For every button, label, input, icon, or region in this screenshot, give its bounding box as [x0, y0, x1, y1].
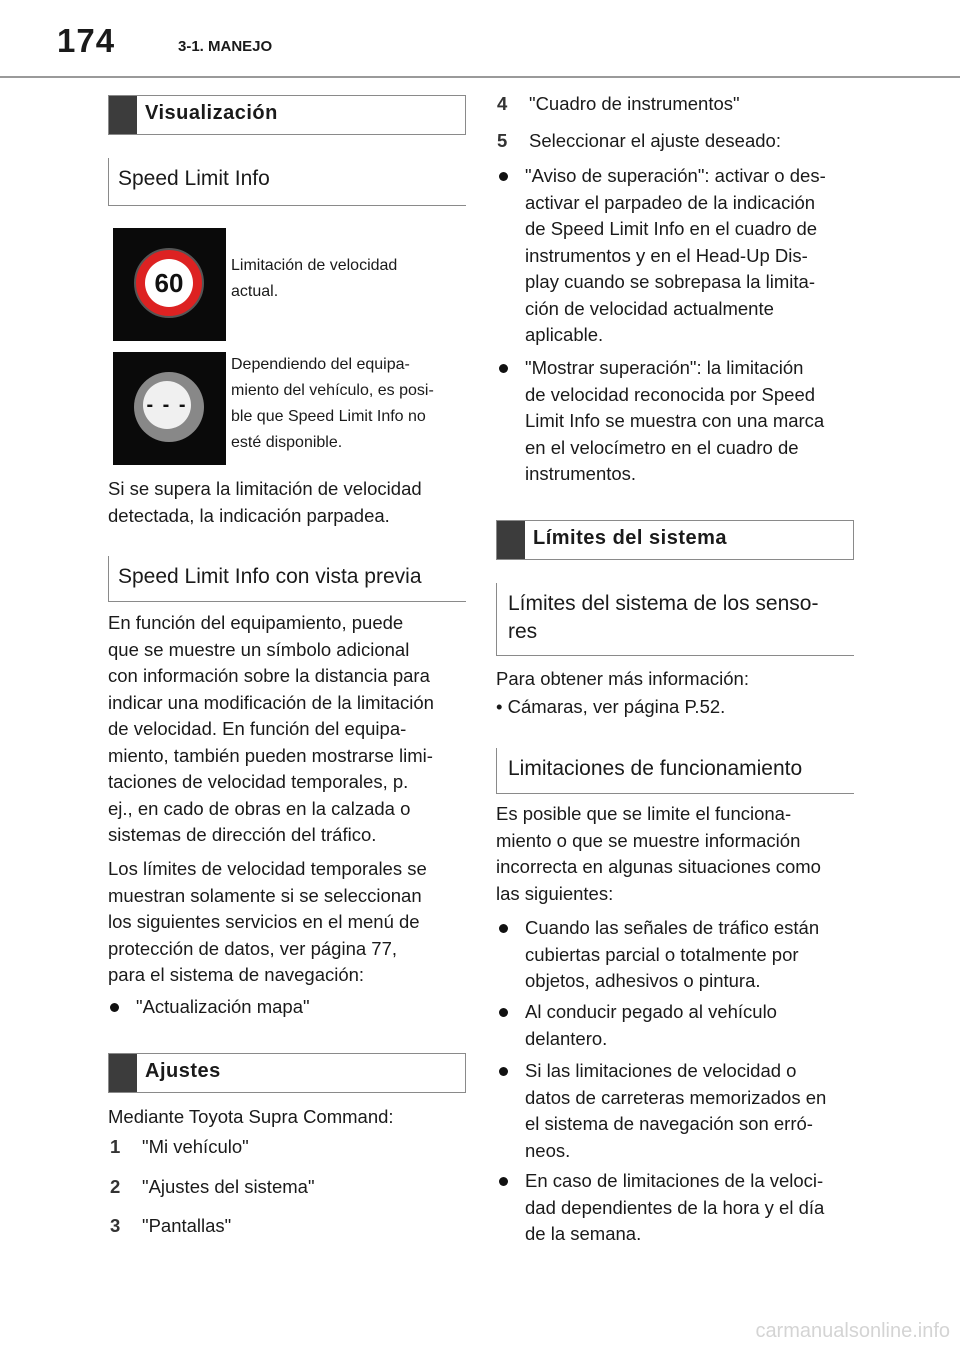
heading-label: Límites del sistema [533, 527, 728, 549]
bullet-icon [499, 1008, 508, 1017]
header-divider [0, 76, 960, 78]
bullet-icon [110, 1003, 119, 1012]
heading-label: Visualización [145, 102, 278, 124]
bullet-icon [499, 364, 508, 373]
heading-label: Ajustes [145, 1060, 221, 1082]
subheading-limites-sensores: Límites del sistema de los senso- res [496, 583, 854, 656]
step-2: 2 "Ajustes del sistema" [110, 1176, 315, 1197]
watermark: carmanualsonline.info [755, 1320, 950, 1342]
paragraph-posible: Es posible que se limite el funciona- miento o que se muestre información incorrecta en algunas situaciones como las siguientes: [496, 803, 821, 904]
subheading-preview: Speed Limit Info con vista previa [108, 556, 466, 602]
page-number: 174 [57, 22, 116, 59]
heading-limites-sistema [496, 520, 854, 560]
speed-limit-unavailable-image [113, 352, 226, 465]
step-5: 5 Seleccionar el ajuste deseado: [497, 130, 781, 151]
link-camaras[interactable]: • Cámaras, ver página P.52. [496, 696, 726, 717]
step-3: 3 "Pantallas" [110, 1215, 232, 1236]
speed-sign-ring [134, 372, 204, 442]
bullet-senales-cubiertas: Cuando las señales de tráfico están cubiertas parcial o totalmente por objetos, adhesivos o pintura. [499, 915, 855, 995]
paragraph-temporal-limits: Los límites de velocidad temporales se muestran solamente si se seleccionan los siguientes servicios en el menú de protección de datos, ver página 77, para el sistema de navegación: [108, 858, 427, 985]
bullet-icon [499, 1067, 508, 1076]
step-4: 4 "Cuadro de instrumentos" [497, 93, 740, 114]
bullet-limitaciones-hora: En caso de limitaciones de la veloci- dad dependientes de la hora y el día de la semana. [499, 1168, 855, 1248]
speed-sign-dashes: - - - [143, 381, 191, 429]
command-intro: Mediante Toyota Supra Command: [108, 1106, 394, 1127]
caption-speed-60: Limitación de velocidad actual. [231, 257, 398, 300]
paragraph-exceed: Si se supera la limitación de velocidad detectada, la indicación parpadea. [108, 478, 422, 526]
speed-sign-value: 60 [145, 259, 193, 307]
subheading-limitaciones: Limitaciones de funcionamiento [496, 748, 854, 794]
bullet-aviso-superacion: "Aviso de superación": activar o des- activar el parpadeo de la indicación de Speed Limit Info en el cuadro de instrumentos y en el Head-Up Dis- play cuando se sobrepasa la limita- ción de velocidad actualmente aplicable. [499, 163, 855, 349]
bullet-actualizacion-mapa: "Actualización mapa" [110, 994, 466, 1021]
heading-ajustes [108, 1053, 466, 1093]
section-title: 3-1. MANEJO [178, 38, 273, 55]
bullet-mostrar-superacion: "Mostrar superación": la limitación de velocidad reconocida por Speed Limit Info se muestra con una marca en el velocímetro en el cuadro de instrumentos. [499, 355, 855, 488]
more-info-label: Para obtener más información: [496, 668, 749, 689]
subheading-speed-limit-info: Speed Limit Info [108, 158, 466, 206]
bullet-icon [499, 172, 508, 181]
speed-limit-60-image [113, 228, 226, 341]
bullet-conducir-pegado: Al conducir pegado al vehículo delantero. [499, 999, 855, 1053]
caption-unavailable: Dependiendo del equipa- miento del vehículo, es posi- ble que Speed Limit Info no esté disponible. [231, 356, 434, 451]
page-header [0, 0, 960, 78]
speed-sign-ring [134, 248, 204, 318]
heading-visualizacion [108, 95, 466, 135]
bullet-icon [499, 1177, 508, 1186]
bullet-datos-erroneos: Si las limitaciones de velocidad o datos de carreteras memorizados en el sistema de navegación son erró- neos. [499, 1058, 855, 1165]
step-1: 1 "Mi vehículo" [110, 1136, 249, 1157]
paragraph-equipment: En función del equipamiento, puede que se muestre un símbolo adicional con información sobre la distancia para indicar una modificación de la limitación de velocidad. En función del equipa- miento, también pueden mostrarse limi- taciones de velocidad temporales, p. ej., en cado de obras en la calzada o sistemas de dirección del tráfico. [108, 612, 434, 845]
bullet-icon [499, 924, 508, 933]
